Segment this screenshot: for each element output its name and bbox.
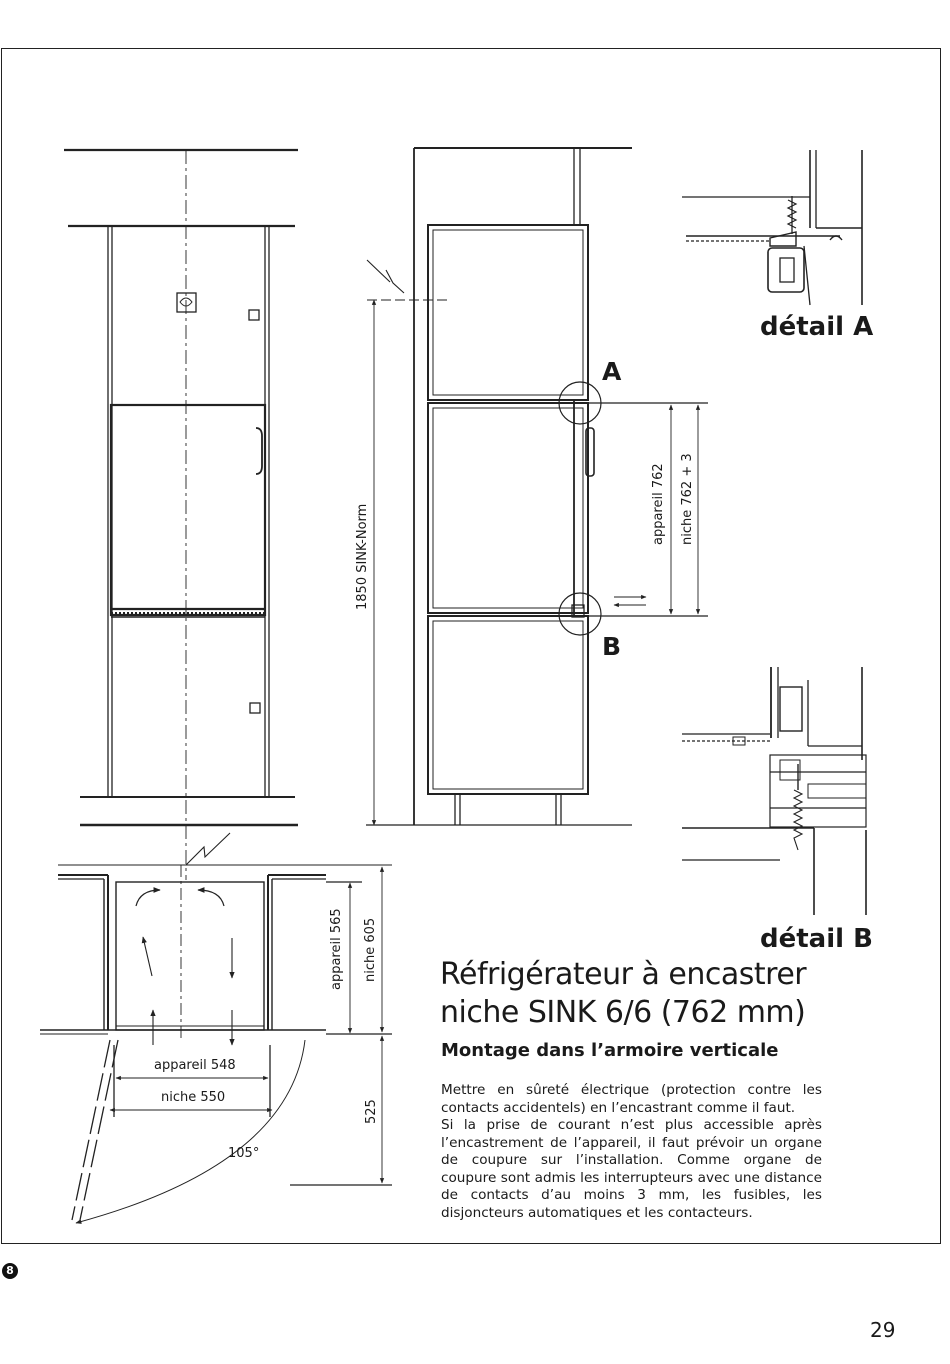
dim-niche-550: niche 550 (161, 1090, 226, 1105)
dim-appareil-548: appareil 548 (154, 1058, 236, 1073)
detail-a-drawing (682, 150, 862, 305)
dim-appareil-762: appareil 762 (651, 463, 666, 545)
detail-b-label: détail B (760, 924, 873, 954)
point-a-label: A (602, 357, 622, 386)
plan-view (40, 833, 392, 1223)
title-line-2: niche SINK 6/6 (762 mm) (440, 995, 806, 1030)
figure-number-badge: 8 (2, 1263, 18, 1279)
title-line-1: Réfrigérateur à encastrer (440, 957, 807, 992)
dim-525: 525 (364, 1099, 379, 1124)
body-paragraph-1: Mettre en sûreté électrique (protection contre les contacts accidentels) en l’encastrant comme il faut. (441, 1082, 822, 1116)
point-b-label: B (602, 632, 622, 661)
dim-appareil-565: appareil 565 (329, 908, 344, 990)
detail-b-drawing (682, 667, 866, 915)
body-text (441, 1082, 822, 1222)
dim-niche-762: niche 762 + 3 (680, 453, 695, 545)
detail-a-label: détail A (760, 312, 874, 342)
angle-105-label: 105° (228, 1146, 260, 1161)
dim-niche-605: niche 605 (363, 917, 378, 982)
body-paragraph-2: Si la prise de courant n’est plus accessible après l’encastrement de l’appareil, il faut prévoir un organe de coupure sur l’installation. Comme organe de coupure sont admis les interrupteurs avec une distance de contacts d’au moins 3 mm, les fusibles, les disjoncteurs automatiques et les contacteurs. (441, 1117, 822, 1221)
dim-sink-norm: 1850 SINK-Norm (355, 503, 370, 610)
subtitle: Montage dans l’armoire verticale (441, 1040, 779, 1061)
front-view (64, 150, 298, 880)
page-number: 29 (870, 1318, 896, 1342)
